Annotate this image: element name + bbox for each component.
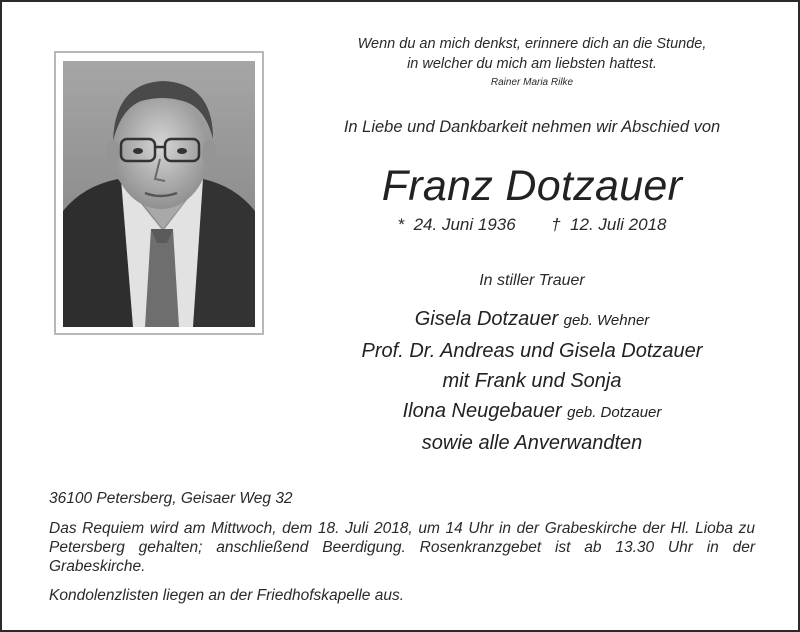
family-member-note: geb. Dotzauer <box>567 404 662 421</box>
condolence-info: Kondolenzlisten liegen an der Friedhofskapelle aus. <box>49 587 405 604</box>
family-member-name: Prof. Dr. Andreas und Gisela Dotzauer <box>361 340 703 362</box>
family-member <box>302 304 762 336</box>
quote-author: Rainer Maria Rilke <box>490 77 574 88</box>
family-member-name: sowie alle Anverwandten <box>421 432 643 454</box>
service-info: Das Requiem wird am Mittwoch, dem 18. Juli 2018, um 14 Uhr in der Grabeskirche der Hl. Lioba zu Petersberg gehalten; anschließend Beerdigung. Rosenkranzgebet ist ab 13.30 Uhr in der Grabeskirche. <box>49 520 755 575</box>
quote-text <box>302 34 762 74</box>
family-member <box>302 428 762 458</box>
quote-line-2: in welcher du mich am liebsten hattest. <box>407 56 657 72</box>
family-member-note: geb. Wehner <box>563 312 650 329</box>
family-member-name: Gisela Dotzauer <box>414 308 559 330</box>
family-member <box>302 396 762 428</box>
farewell-intro: In Liebe und Dankbarkeit nehmen wir Abschied von <box>343 118 721 136</box>
death-symbol: † <box>551 215 561 234</box>
life-dates <box>302 215 762 235</box>
family-member <box>302 366 762 396</box>
family-member-name: mit Frank und Sonja <box>442 370 622 392</box>
family-list <box>302 304 762 458</box>
family-address: 36100 Petersberg, Geisaer Weg 32 <box>49 490 293 507</box>
birth-date: 24. Juni 1936 <box>413 215 516 234</box>
family-member-name: Ilona Neugebauer <box>402 400 562 422</box>
death-date: 12. Juli 2018 <box>570 215 667 234</box>
birth-symbol: * <box>397 215 405 234</box>
quote-line-1: Wenn du an mich denkst, erinnere dich an die Stunde, <box>357 36 707 52</box>
family-member <box>302 336 762 366</box>
portrait-frame <box>54 51 264 335</box>
mourning-label: In stiller Trauer <box>479 272 585 289</box>
deceased-name: Franz Dotzauer <box>381 162 683 210</box>
portrait-photo <box>63 61 255 327</box>
portrait-illustration <box>63 61 255 327</box>
